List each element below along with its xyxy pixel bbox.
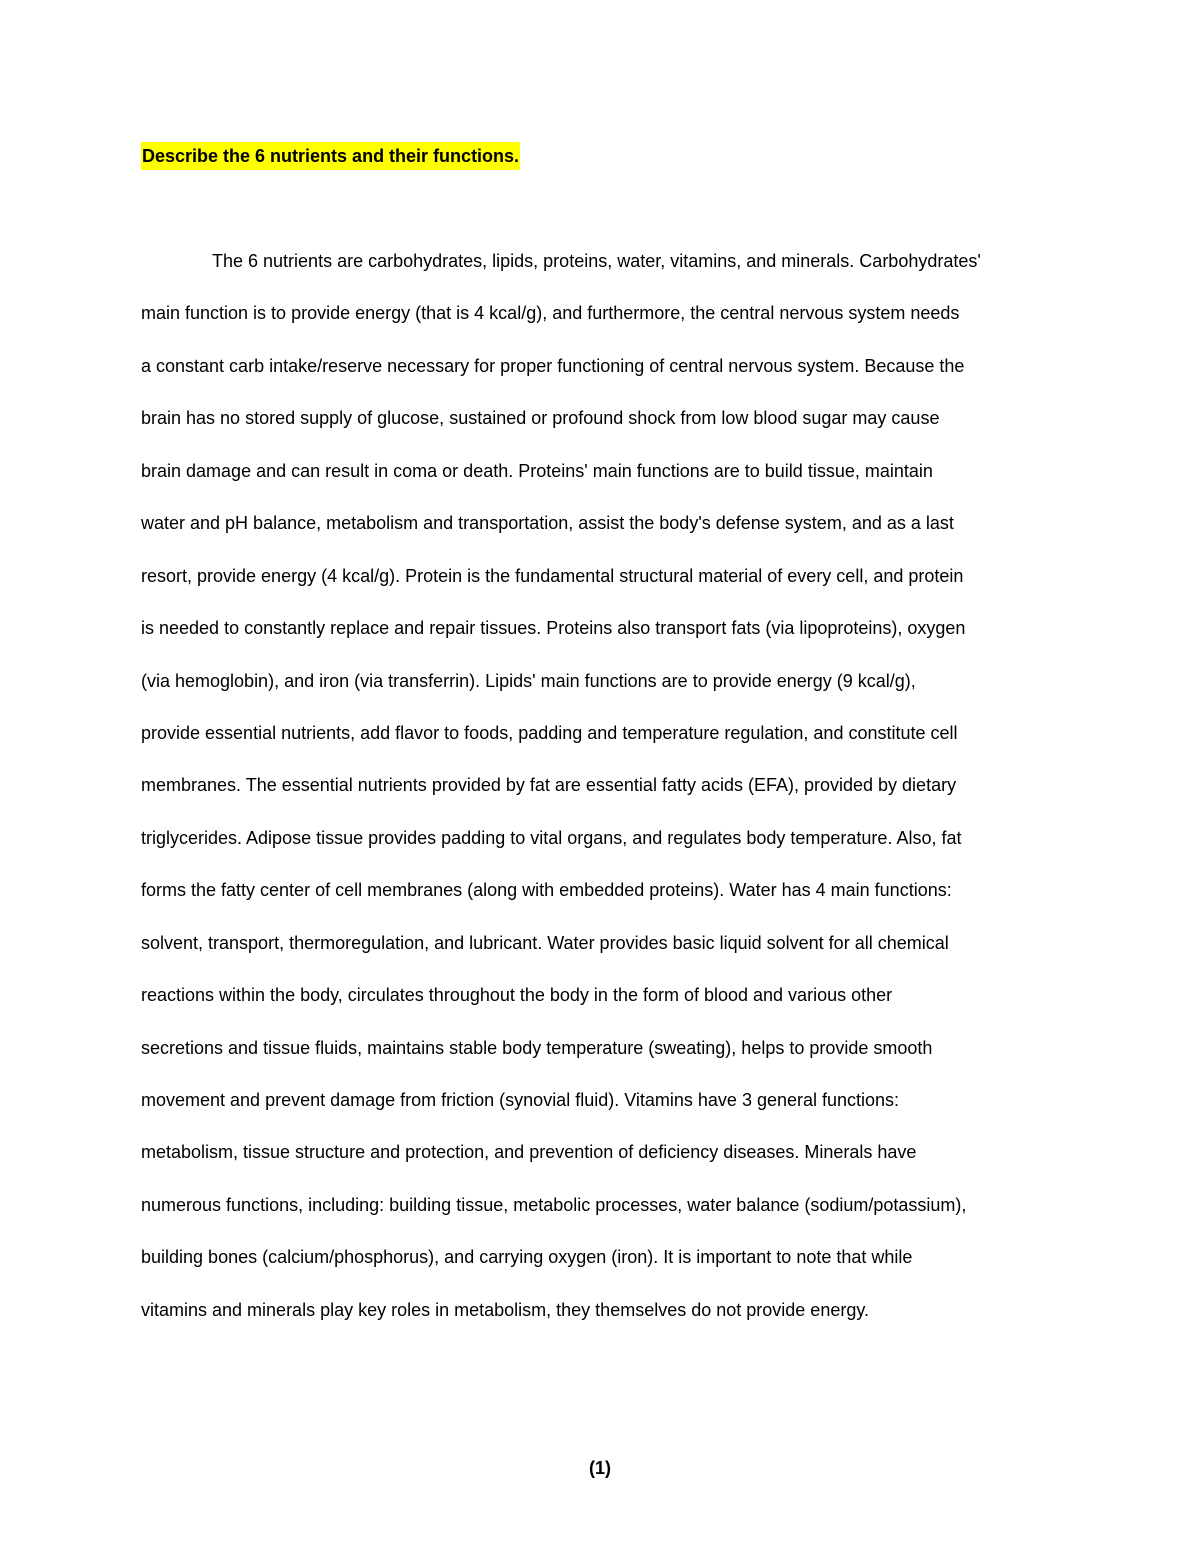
- highlighted-heading: Describe the 6 nutrients and their functions.: [141, 142, 520, 170]
- paragraph-line-7: resort, provide energy (4 kcal/g). Protein is the fundamental structural material of every cell, and protein: [141, 565, 964, 586]
- paragraph-line-14: solvent, transport, thermoregulation, and lubricant. Water provides basic liquid solvent for all chemical: [141, 932, 949, 953]
- paragraph-line-19: numerous functions, including: building tissue, metabolic processes, water balance (sodium/potassium),: [141, 1194, 967, 1215]
- paragraph-line-3: a constant carb intake/reserve necessary for proper functioning of central nervous system. Because the: [141, 355, 965, 376]
- paragraph-line-5: brain damage and can result in coma or death. Proteins' main functions are to build tissue, maintain: [141, 460, 933, 481]
- paragraph-line-17: movement and prevent damage from friction (synovial fluid). Vitamins have 3 general functions:: [141, 1090, 900, 1110]
- paragraph-line-8: is needed to constantly replace and repair tissues. Proteins also transport fats (via lipoproteins), oxygen: [141, 618, 966, 639]
- heading-container: [141, 142, 520, 170]
- paragraph-line-9: (via hemoglobin), and iron (via transferrin). Lipids' main functions are to provide energy (9 kcal/g),: [141, 670, 916, 691]
- paragraph-line-6: water and pH balance, metabolism and transportation, assist the body's defense system, and as a last: [141, 513, 954, 534]
- paragraph-line-18: metabolism, tissue structure and protection, and prevention of deficiency diseases. Minerals have: [141, 1142, 917, 1163]
- paragraph-line-20: building bones (calcium/phosphorus), and carrying oxygen (iron). It is important to note that while: [141, 1247, 913, 1268]
- body-paragraph: [141, 247, 1063, 1348]
- paragraph-line-12: triglycerides. Adipose tissue provides padding to vital organs, and regulates body temperature. Also, fat: [141, 827, 962, 848]
- page-number: (1): [589, 1458, 611, 1478]
- paragraph-line-16: secretions and tissue fluids, maintains stable body temperature (sweating), helps to provide smooth: [141, 1037, 933, 1058]
- paragraph-line-2: main function is to provide energy (that is 4 kcal/g), and furthermore, the central nervous system needs: [141, 303, 960, 324]
- paragraph-line-21: vitamins and minerals play key roles in metabolism, they themselves do not provide energy.: [141, 1299, 870, 1320]
- paragraph-line-1: The 6 nutrients are carbohydrates, lipids, proteins, water, vitamins, and minerals. Carbohydrates': [212, 251, 981, 271]
- paragraph-line-4: brain has no stored supply of glucose, sustained or profound shock from low blood sugar may cause: [141, 408, 940, 429]
- paragraph-line-10: provide essential nutrients, add flavor to foods, padding and temperature regulation, and constitute cell: [141, 722, 958, 743]
- paragraph-line-15: reactions within the body, circulates throughout the body in the form of blood and various other: [141, 985, 893, 1006]
- paragraph-line-11: membranes. The essential nutrients provided by fat are essential fatty acids (EFA), provided by dietary: [141, 775, 957, 796]
- paragraph-line-13: forms the fatty center of cell membranes (along with embedded proteins). Water has 4 main functions:: [141, 880, 952, 901]
